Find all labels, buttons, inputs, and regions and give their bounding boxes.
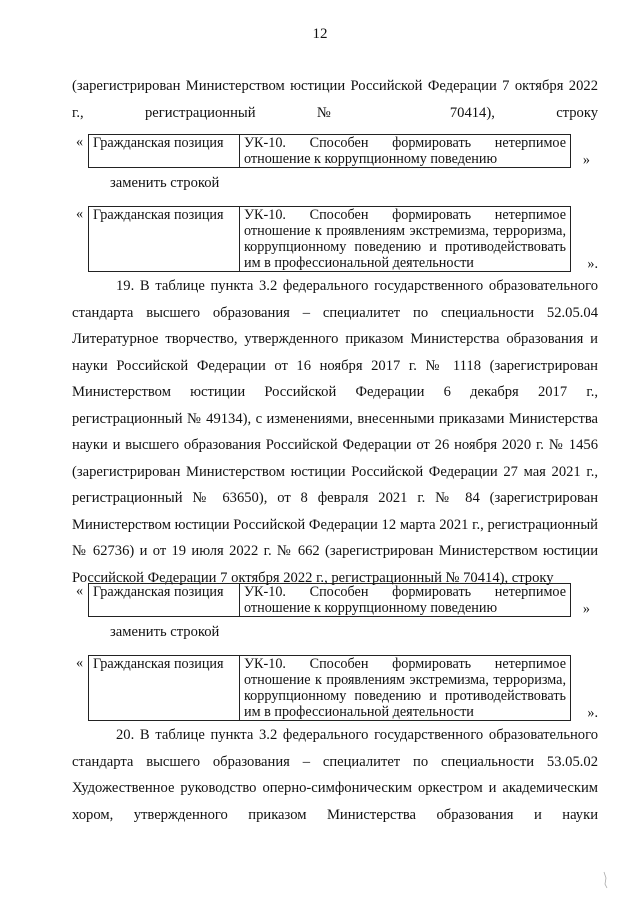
intro-text: (зарегистрирован Министерством юстиции Российской Федерации 7 октября 2022 г., регистрационный № 70414), строку bbox=[72, 78, 598, 121]
page-number: 12 bbox=[312, 26, 328, 42]
scan-mark bbox=[602, 870, 610, 890]
cell-label: Гражданская позиция bbox=[89, 584, 240, 617]
new-row-table-1 bbox=[88, 206, 571, 272]
cell-competence-old: УК-10. Способен формировать нетерпимое отношение к коррупционному поведению bbox=[240, 135, 571, 168]
new-row-table-2 bbox=[88, 655, 571, 721]
open-quote: « bbox=[76, 655, 84, 671]
cell-label: Гражданская позиция bbox=[89, 135, 240, 168]
close-quote: » bbox=[582, 152, 590, 168]
replace-text-1: заменить строкой bbox=[110, 175, 220, 191]
close-quote-period: ». bbox=[587, 705, 598, 721]
cell-competence-new: УК-10. Способен формировать нетерпимое отношение к проявлениям экстремизма, терроризма, коррупционному поведению и противодействовать им в профессиональной деятельности bbox=[240, 656, 571, 721]
open-quote: « bbox=[76, 583, 84, 599]
paragraph-20-text: 20. В таблице пункта 3.2 федерального государственного образовательного стандарта высшего образования – специалитет по специальности 53.05.02 Художественное руководство оперно-симфоническим оркестром и академическим хором, утвержденного приказом Министерства образования и науки bbox=[72, 727, 598, 823]
scan-mark-icon bbox=[602, 870, 610, 890]
cell-label: Гражданская позиция bbox=[89, 656, 240, 721]
open-quote: « bbox=[76, 134, 84, 150]
close-quote-period: ». bbox=[587, 256, 598, 272]
replace-text-2: заменить строкой bbox=[110, 624, 220, 640]
close-quote: » bbox=[582, 601, 590, 617]
open-quote: « bbox=[76, 206, 84, 222]
cell-competence-new: УК-10. Способен формировать нетерпимое отношение к проявлениям экстремизма, терроризма, коррупционному поведению и противодействовать им в профессиональной деятельности bbox=[240, 207, 571, 272]
old-row-table-1 bbox=[88, 134, 571, 168]
paragraph-19 bbox=[72, 273, 598, 591]
cell-label: Гражданская позиция bbox=[89, 207, 240, 272]
intro-paragraph bbox=[72, 73, 598, 126]
old-row-table-2 bbox=[88, 583, 571, 617]
paragraph-19-text: 19. В таблице пункта 3.2 федерального государственного образовательного стандарта высшего образования – специалитет по специальности 52.05.04 Литературное творчество, утвержденного приказом Министерства образования и науки Российской Федерации от 16 ноября 2017 г. № 1118 (зарегистрирован Министерством юстиции Российской Федерации 6 декабря 2017 г., регистрационный № 49134), с изменениями, внесенными приказами Министерства науки и высшего образования Российской Федерации от 26 ноября 2020 г. № 1456 (зарегистрирован Министерством юстиции Российской Федерации 27 мая 2021 г., регистрационный № 63650), от 8 февраля 2021 г. № 84 (зарегистрирован Министерством юстиции Российской Федерации 12 марта 2021 г., регистрационный № 62736) и от 19 июля 2022 г. № 662 (зарегистрирован Министерством юстиции Российской Федерации 7 октября 2022 г., регистрационный № 70414), строку bbox=[72, 278, 598, 586]
cell-competence-old: УК-10. Способен формировать нетерпимое отношение к коррупционному поведению bbox=[240, 584, 571, 617]
paragraph-20 bbox=[72, 722, 598, 828]
